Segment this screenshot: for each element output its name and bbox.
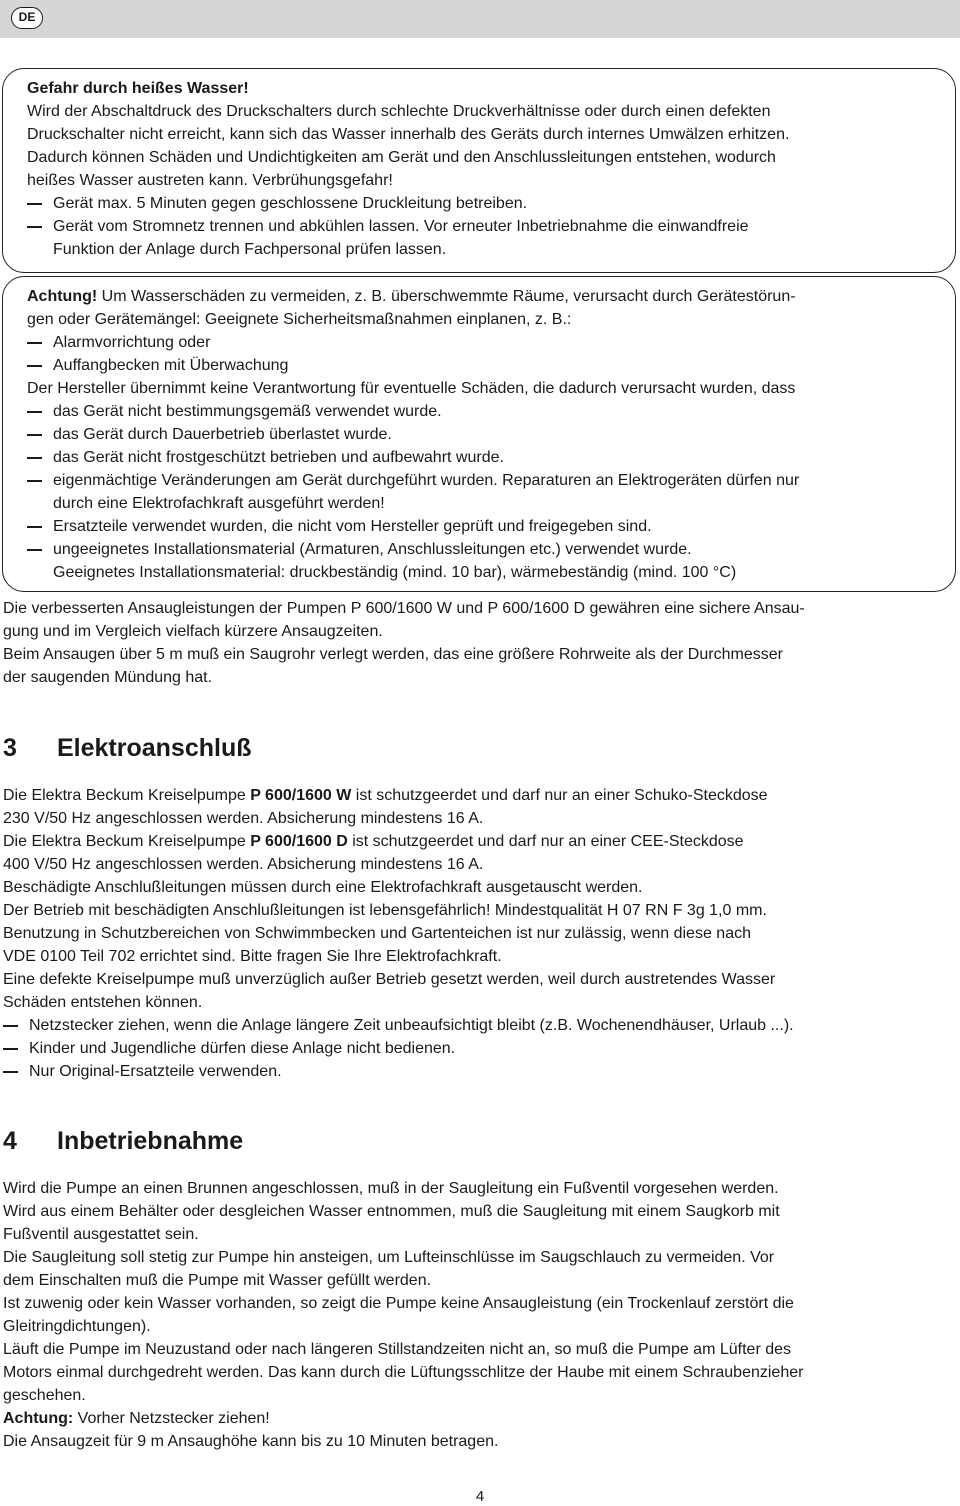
section-4-line: Wird die Pumpe an einen Brunnen angeschlossen, muß in der Saugleitung ein Fußventil vorgesehen werden. [3, 1180, 779, 1197]
header-bar [0, 0, 960, 38]
hot-water-warning-box [2, 68, 956, 273]
intro-line: gung und im Vergleich vielfach kürzere Ansaugzeiten. [3, 623, 383, 640]
warning-bullet: Gerät vom Stromnetz trennen und abkühlen lassen. Vor erneuter Inbetriebnahme die einwandfreie [27, 215, 955, 238]
section-3-title: Elektroanschluß [57, 734, 252, 762]
section-4-line: Motors einmal durchgedreht werden. Das kann durch die Lüftungsschlitze der Haube mit einem Schraubenzieher [3, 1364, 804, 1381]
section-3-bullet: Nur Original-Ersatzteile verwenden. [3, 1060, 958, 1083]
caution-text: Vorher Netzstecker ziehen! [73, 1410, 270, 1427]
caution-bullet: Auffangbecken mit Überwachung [27, 354, 955, 377]
liability-bullet: eigenmächtige Veränderungen am Gerät durchgeführt wurden. Reparaturen an Elektrogeräten dürfen nur [27, 469, 955, 492]
warning-bullet: Gerät max. 5 Minuten gegen geschlossene Druckleitung betreiben. [27, 192, 955, 215]
liability-bullet: das Gerät nicht frostgeschützt betrieben und aufbewahrt wurde. [27, 446, 955, 469]
section-3-line [3, 830, 958, 853]
section-4-body [3, 1177, 958, 1453]
liability-bullet-continuation: durch eine Elektrofachkraft ausgeführt werden! [53, 495, 385, 512]
section-4-line: Die Ansaugzeit für 9 m Ansaughöhe kann bis zu 10 Minuten betragen. [3, 1433, 499, 1450]
model-name: P 600/1600 W [250, 787, 352, 804]
section-4-heading [3, 1126, 243, 1156]
liability-bullet-continuation: Geeignetes Installationsmaterial: druckbeständig (mind. 10 bar), wärmebeständig (mind. 100 °C) [53, 564, 737, 581]
section-3-line [3, 784, 958, 807]
liability-bullet: das Gerät durch Dauerbetrieb überlastet wurde. [27, 423, 955, 446]
caution-line: gen oder Gerätemängel: Geeignete Sicherheitsmaßnahmen einplanen, z. B.: [27, 311, 572, 328]
warning-bullet-continuation: Funktion der Anlage durch Fachpersonal prüfen lassen. [53, 241, 447, 258]
section-3-heading [3, 733, 252, 763]
model-name: P 600/1600 D [250, 833, 348, 850]
section-3-line: Schäden entstehen können. [3, 994, 203, 1011]
section-4-line: Läuft die Pumpe im Neuzustand oder nach längeren Stillstandzeiten nicht an, so muß die Pumpe am Lüfter des [3, 1341, 792, 1358]
liability-statement: Der Hersteller übernimmt keine Verantwortung für eventuelle Schäden, die dadurch verursacht wurden, dass [27, 380, 796, 397]
intro-line: Beim Ansaugen über 5 m muß ein Saugrohr verlegt werden, das eine größere Rohrweite als der Durchmesser [3, 646, 783, 663]
section-3-line: 230 V/50 Hz angeschlossen werden. Absicherung mindestens 16 A. [3, 810, 484, 827]
page-number: 4 [475, 1488, 485, 1505]
section-4-line: Fußventil ausgestattet sein. [3, 1226, 199, 1243]
section-3-line: Benutzung in Schutzbereichen von Schwimmbecken und Gartenteichen ist nur zulässig, wenn diese nach [3, 925, 751, 942]
section-3-bullet: Netzstecker ziehen, wenn die Anlage längere Zeit unbeaufsichtigt bleibt (z.B. Wochenendhäuser, Urlaub ...). [3, 1014, 958, 1037]
caution-text: Um Wasserschäden zu vermeiden, z. B. überschwemmte Räume, verursacht durch Gerätestörun- [97, 288, 796, 305]
caution-bullet: Alarmvorrichtung oder [27, 331, 955, 354]
caution-line [27, 285, 955, 308]
section-3-number: 3 [3, 734, 17, 762]
warning-title: Gefahr durch heißes Wasser! [27, 80, 249, 97]
section-4-line: Gleitringdichtungen). [3, 1318, 151, 1335]
section-4-line: Wird aus einem Behälter oder desgleichen Wasser entnommen, muß die Saugleitung mit einem Saugkorb mit [3, 1203, 780, 1220]
language-badge: DE [11, 7, 43, 29]
text-run: ist schutzgeerdet und darf nur an einer Schuko-Steckdose [351, 787, 768, 804]
section-3-line: Der Betrieb mit beschädigten Anschlußleitungen ist lebensgefährlich! Mindestqualität H 07 RN F 3g 1,0 mm. [3, 902, 767, 919]
liability-bullet: das Gerät nicht bestimmungsgemäß verwendet wurde. [27, 400, 955, 423]
text-run: Die Elektra Beckum Kreiselpumpe [3, 787, 251, 804]
section-4-title: Inbetriebnahme [57, 1127, 244, 1155]
intro-line: der saugenden Mündung hat. [3, 669, 213, 686]
water-damage-caution-box [2, 276, 956, 592]
section-3-line: Eine defekte Kreiselpumpe muß unverzüglich außer Betrieb gesetzt werden, weil durch austretendes Wasser [3, 971, 776, 988]
section-4-line: Ist zuwenig oder kein Wasser vorhanden, so zeigt die Pumpe keine Ansaugleistung (ein Trockenlauf zerstört die [3, 1295, 794, 1312]
text-run: Die Elektra Beckum Kreiselpumpe [3, 833, 251, 850]
warning-line: Druckschalter nicht erreicht, kann sich das Wasser innerhalb des Geräts durch internes Umwälzen erhitzen. [27, 126, 790, 143]
warning-line: Dadurch können Schäden und Undichtigkeiten am Gerät und den Anschlussleitungen entstehen, wodurch [27, 149, 776, 166]
section-3-body [3, 784, 958, 1083]
section-4-line: geschehen. [3, 1387, 86, 1404]
liability-bullet: Ersatzteile verwendet wurden, die nicht vom Hersteller geprüft und freigegeben sind. [27, 515, 955, 538]
intro-paragraph [3, 597, 958, 689]
section-4-line: Die Saugleitung soll stetig zur Pumpe hin ansteigen, um Lufteinschlüsse im Saugschlauch zu vermeiden. Vor [3, 1249, 775, 1266]
section-3-line: 400 V/50 Hz angeschlossen werden. Absicherung mindestens 16 A. [3, 856, 484, 873]
text-run: ist schutzgeerdet und darf nur an einer CEE-Steckdose [347, 833, 744, 850]
intro-line: Die verbesserten Ansaugleistungen der Pumpen P 600/1600 W und P 600/1600 D gewähren eine sichere Ansau- [3, 600, 805, 617]
section-4-number: 4 [3, 1127, 17, 1155]
liability-bullet: ungeeignetes Installationsmaterial (Armaturen, Anschlussleitungen etc.) verwendet wurde. [27, 538, 955, 561]
warning-line: heißes Wasser austreten kann. Verbrühungsgefahr! [27, 172, 393, 189]
section-3-line: VDE 0100 Teil 702 errichtet sind. Bitte fragen Sie Ihre Elektrofachkraft. [3, 948, 502, 965]
caution-label: Achtung: [3, 1410, 74, 1427]
section-4-line: dem Einschalten muß die Pumpe mit Wasser gefüllt werden. [3, 1272, 432, 1289]
section-3-bullet: Kinder und Jugendliche dürfen diese Anlage nicht bedienen. [3, 1037, 958, 1060]
section-4-caution [3, 1407, 958, 1430]
caution-label: Achtung! [27, 288, 98, 305]
warning-line: Wird der Abschaltdruck des Druckschalters durch schlechte Druckverhältnisse oder durch einen defekten [27, 103, 771, 120]
section-3-line: Beschädigte Anschlußleitungen müssen durch eine Elektrofachkraft ausgetauscht werden. [3, 879, 643, 896]
